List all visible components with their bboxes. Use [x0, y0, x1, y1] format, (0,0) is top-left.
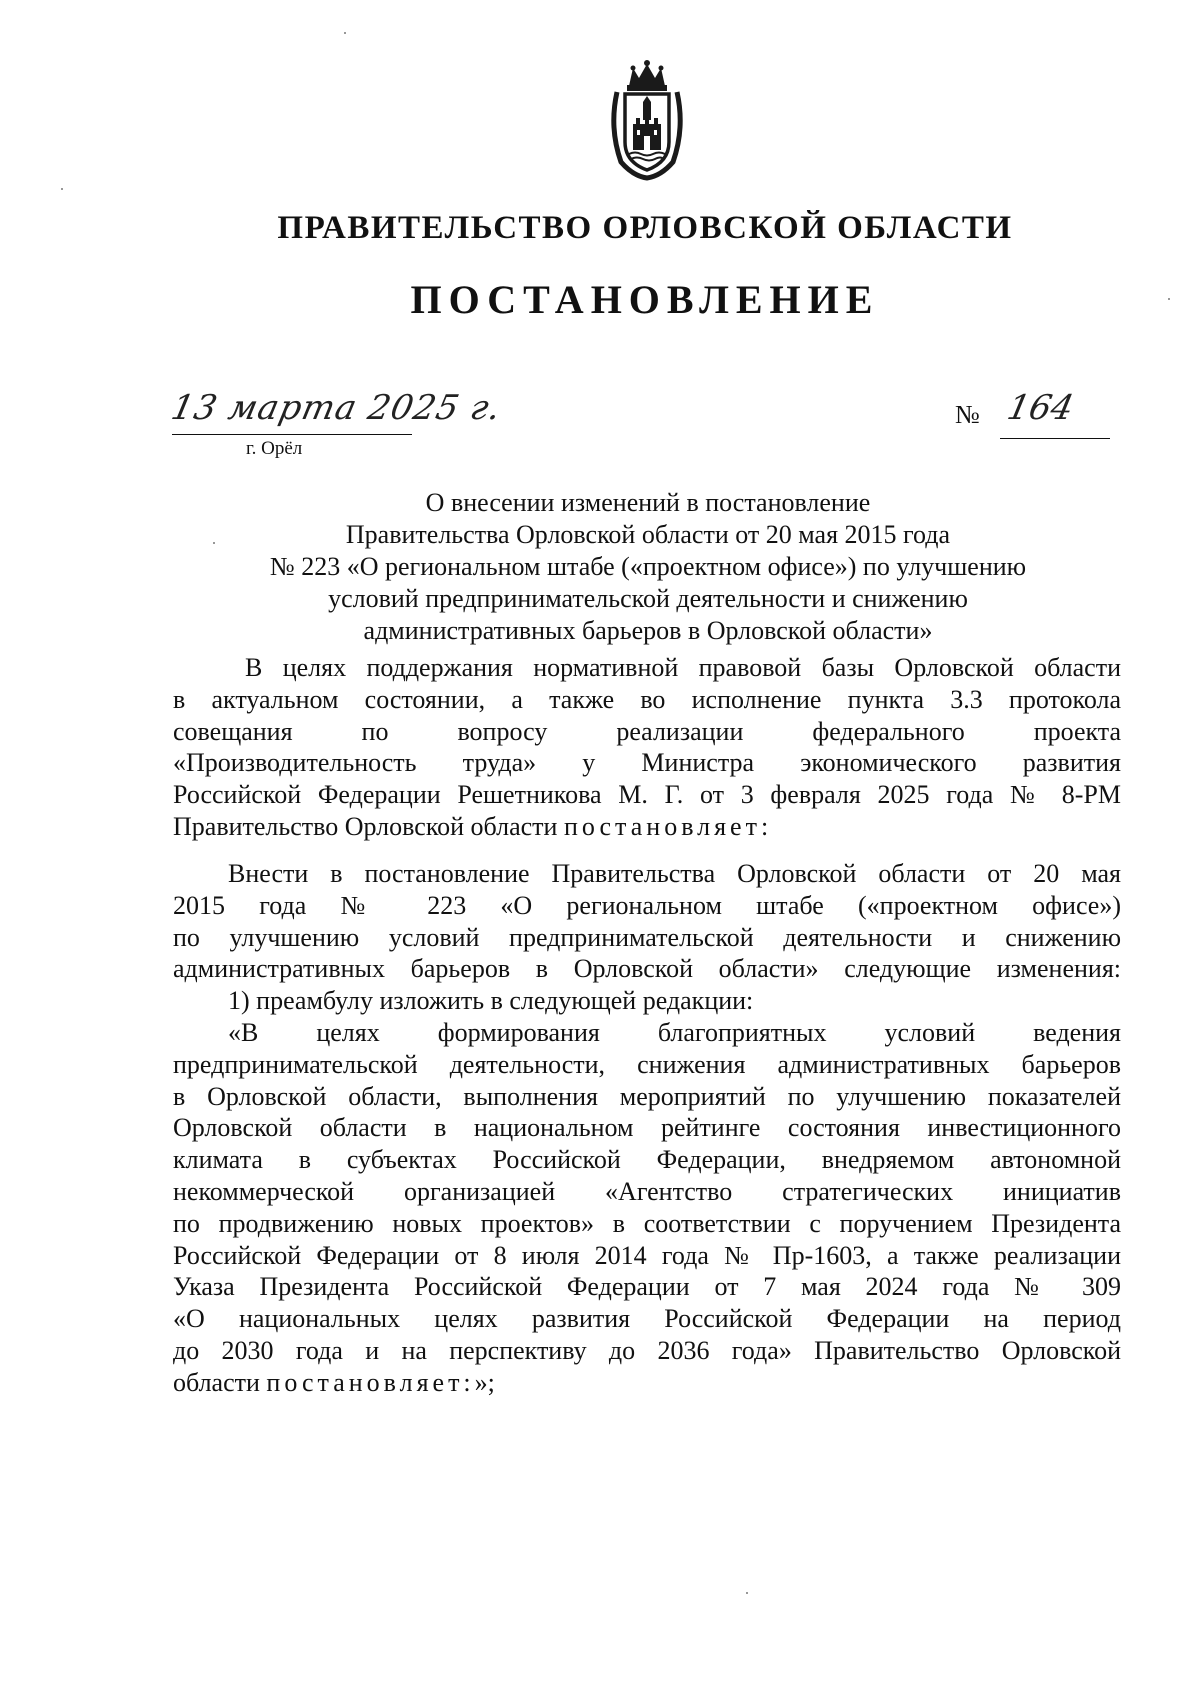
amendment-paragraph: [173, 858, 1121, 1017]
preamble-line: совещания по вопросу реализации федерального проекта: [173, 716, 1121, 746]
resolves-word: постановляет:: [266, 1367, 475, 1397]
preamble-closing-text: Правительство Орловской области: [173, 811, 564, 841]
quoted-preamble: [173, 1017, 1121, 1399]
quote-line: «В целях формирования благоприятных условий ведения: [228, 1018, 1121, 1047]
handwritten-number: 164: [1003, 388, 1078, 428]
quote-closing-text: области: [173, 1367, 267, 1397]
subject-line: № 223 «О региональном штабе («проектном офисе») по улучшению: [269, 552, 1027, 581]
subject-line: условий предпринимательской деятельности и снижению: [328, 584, 968, 613]
document-type-title: ПОСТАНОВЛЕНИЕ: [410, 277, 880, 322]
scan-speck: [1168, 298, 1170, 300]
preamble-line: «Производительность труда» у Министра экономического развития: [173, 748, 1121, 778]
subject-line: административных барьеров в Орловской области»: [363, 616, 933, 645]
preamble-line: Российской Федерации Решетникова М. Г. от 3 февраля 2025 года № 8-РМ: [173, 780, 1121, 810]
organization-title: ПРАВИТЕЛЬСТВО ОРЛОВСКОЙ ОБЛАСТИ: [277, 210, 1013, 246]
quote-line: предпринимательской деятельности, снижения административных барьеров: [173, 1049, 1121, 1079]
quote-line: в Орловской области, выполнения мероприятий по улучшению показателей: [173, 1081, 1121, 1111]
quote-line: Орловской области в национальном рейтинге состояния инвестиционного: [173, 1113, 1121, 1143]
quote-line: «О национальных целях развития Российской Федерации на период: [173, 1304, 1121, 1334]
number-label: №: [955, 400, 980, 429]
quote-closing-suffix: »;: [474, 1367, 495, 1397]
quote-line: Указа Президента Российской Федерации от 7 мая 2024 года № 309: [173, 1272, 1121, 1302]
scan-speck: [213, 542, 215, 544]
scan-speck: [61, 188, 63, 190]
preamble-line: в актуальном состоянии, а также во исполнение пункта 3.3 протокола: [173, 684, 1121, 714]
subject-line: Правительства Орловской области от 20 мая 2015 года: [345, 520, 951, 549]
amendment-line: административных барьеров в Орловской области» следующие изменения:: [173, 954, 1121, 984]
quote-line: климата в субъектах Российской Федерации, внедряемом автономной: [173, 1145, 1121, 1175]
quote-line: до 2030 года и на перспективу до 2036 года» Правительство Орловской: [173, 1335, 1121, 1365]
city-label: г. Орёл: [246, 438, 303, 459]
quote-line: по продвижению новых проектов» в соответствии с поручением Президента: [173, 1208, 1121, 1238]
scan-speck: [344, 32, 346, 34]
subject-line: О внесении изменений в постановление: [425, 488, 871, 517]
preamble-closing: [173, 811, 1121, 843]
quote-closing: [173, 1367, 1121, 1399]
amendment-line: Внести в постановление Правительства Орловской области от 20 мая: [228, 859, 1121, 888]
scan-speck: [746, 1592, 748, 1594]
date-field: [167, 388, 506, 440]
amendment-line: по улучшению условий предпринимательской деятельности и снижению: [173, 922, 1121, 952]
quote-line: некоммерческой организацией «Агентство стратегических инициатив: [173, 1176, 1121, 1206]
preamble-line: В целях поддержания нормативной правовой базы Орловской области: [245, 653, 1121, 682]
amendment-line: 2015 года № 223 «О региональном штабе («проектном офисе»): [173, 890, 1121, 920]
document-subject: [0, 487, 1200, 647]
number-underline: [1000, 438, 1110, 439]
handwritten-date: 13 марта 2025 г.: [167, 388, 506, 428]
coat-of-arms-icon: [599, 58, 695, 182]
item-1-line: 1) преамбулу изложить в следующей редакции:: [228, 986, 754, 1016]
resolves-word: постановляет:: [563, 811, 773, 841]
date-underline: [172, 434, 412, 435]
quote-line: Российской Федерации от 8 июля 2014 года № Пр-1603, а также реализации: [173, 1240, 1121, 1270]
preamble-paragraph: [173, 652, 1121, 843]
